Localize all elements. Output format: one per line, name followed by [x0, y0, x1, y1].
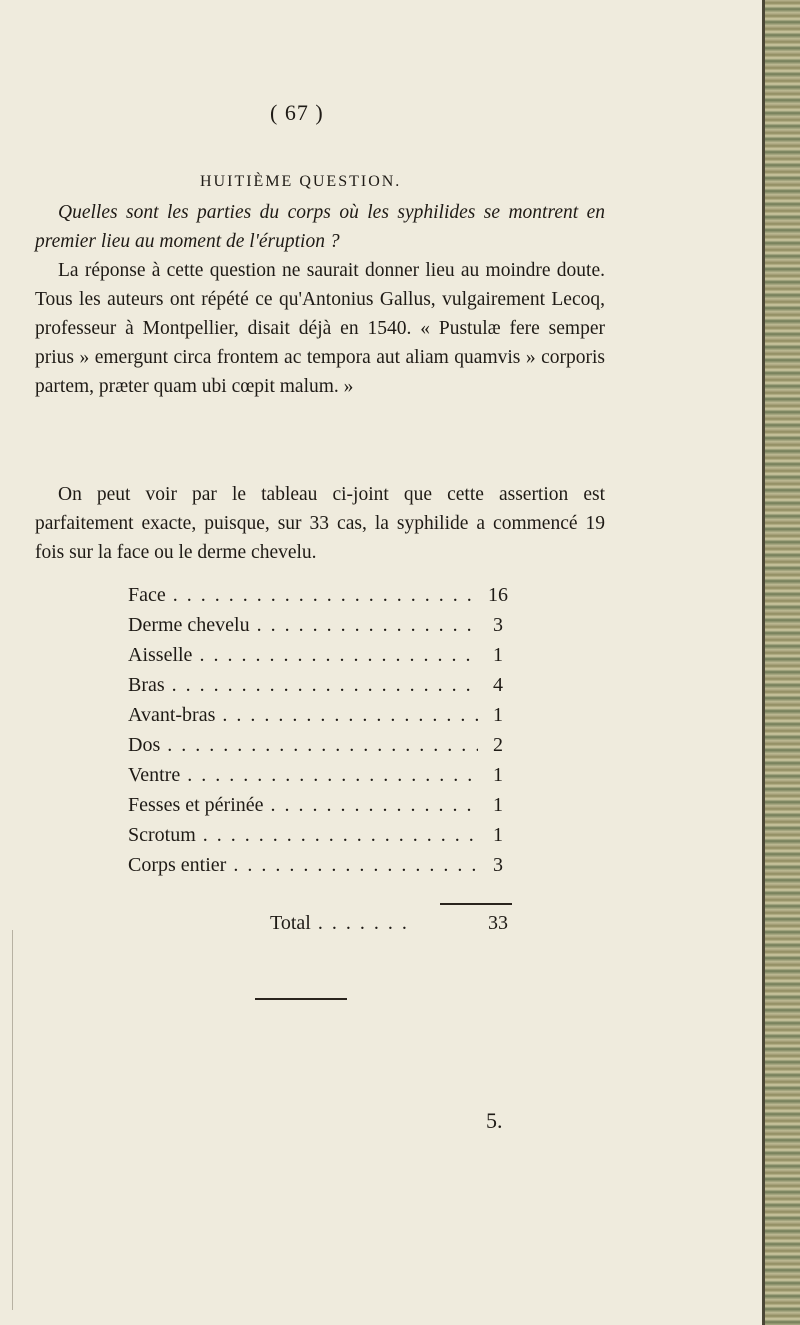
row-label: Scrotum . . .	[128, 824, 478, 847]
cases-table	[128, 580, 518, 880]
table-row	[128, 640, 518, 670]
question-paragraph: Quelles sont les parties du corps où les syphilides se montrent en premier lieu au moment de l'éruption ?	[35, 202, 605, 252]
row-value: 1	[493, 643, 503, 666]
note-paragraph: On peut voir par le tableau ci-joint que cette assertion est parfaitement exacte, puisque, sur 33 cas, la syphilide a commencé 19 fois sur la face ou le derme chevelu.	[35, 484, 605, 563]
total-value: 33	[488, 911, 508, 934]
page-crease	[12, 930, 13, 1310]
table-row	[128, 730, 518, 760]
reply-paragraph: La réponse à cette question ne saurait donner lieu au moindre doute. Tous les auteurs ont répété ce qu'Antonius Gallus, vulgairement Lecoq, professeur à Montpellier, disait déjà en 1540. « Pustulæ fere semper prius » emergunt circa frontem ac tempora aut aliam quamvis » corporis partem, præter quam ubi cœpit malum. »	[35, 260, 605, 397]
table-row	[128, 760, 518, 790]
table-row	[128, 580, 518, 610]
table-row	[128, 700, 518, 730]
table-row	[128, 670, 518, 700]
row-label: Dos . . .	[128, 734, 478, 757]
row-value: 4	[493, 673, 503, 696]
row-value: 16	[488, 583, 508, 606]
row-label: Fesses et périnée . . .	[128, 794, 478, 817]
row-value: 1	[493, 793, 503, 816]
row-label: Aisselle . . .	[128, 644, 478, 667]
row-label: Bras . . .	[128, 674, 478, 697]
row-value: 3	[493, 853, 503, 876]
row-label: Corps entier . . .	[128, 854, 478, 877]
row-value: 3	[493, 613, 503, 636]
row-label: Derme chevelu . . .	[128, 614, 478, 637]
total-divider	[440, 903, 512, 905]
row-label: Avant-bras . . .	[128, 704, 478, 727]
row-value: 2	[493, 733, 503, 756]
table-row	[128, 610, 518, 640]
section-title: HUITIÈME QUESTION.	[200, 173, 402, 190]
table-row	[128, 790, 518, 820]
table-row	[128, 820, 518, 850]
total-label: Total . . .	[270, 912, 478, 935]
row-label: Face . . .	[128, 584, 478, 607]
total-row	[270, 908, 518, 938]
book-edge	[762, 0, 800, 1325]
signature-mark: 5.	[486, 1108, 503, 1133]
row-value: 1	[493, 763, 503, 786]
row-value: 1	[493, 703, 503, 726]
table-row	[128, 850, 518, 880]
row-label: Ventre . . .	[128, 764, 478, 787]
end-divider	[255, 998, 347, 1000]
row-value: 1	[493, 823, 503, 846]
page-number: ( 67 )	[270, 100, 324, 125]
